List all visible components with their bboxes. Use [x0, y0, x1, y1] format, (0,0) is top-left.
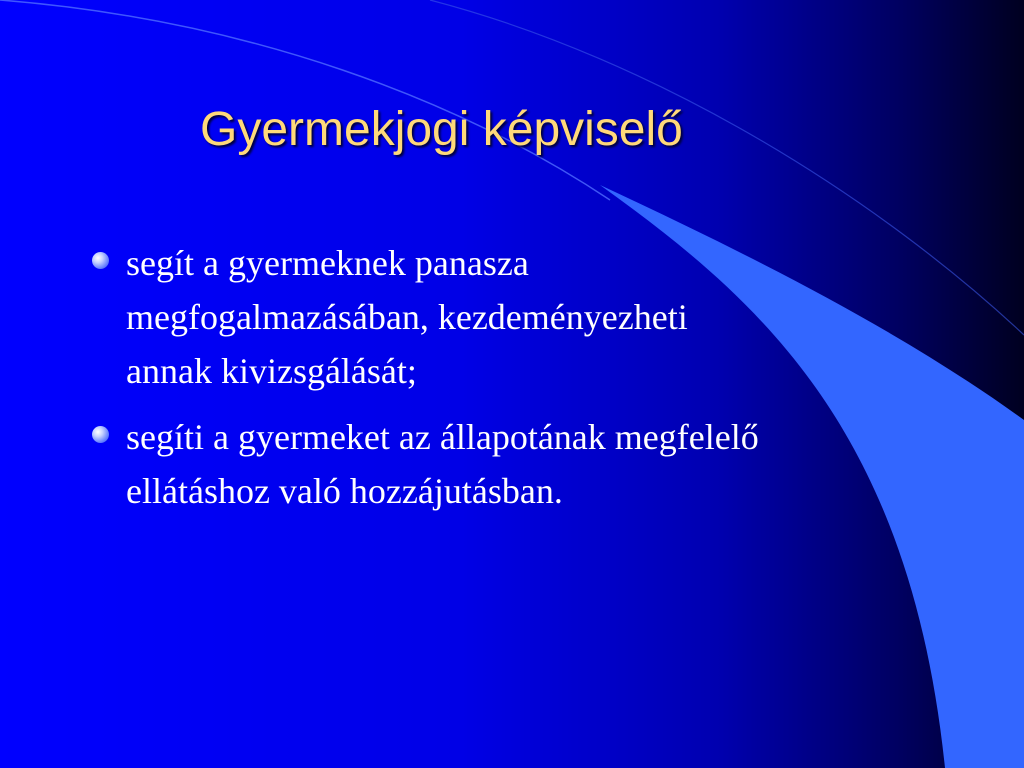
- bullet-line: annak kivizsgálását;: [126, 351, 417, 391]
- bullet-item: [90, 236, 950, 398]
- bullet-dot-icon: [92, 426, 109, 443]
- bullet-item: [90, 410, 950, 518]
- slide-title: Gyermekjogi képviselő: [200, 103, 683, 156]
- bullet-line: segíti a gyermeket az állapotának megfelelő: [126, 417, 759, 457]
- bullet-text: [126, 410, 950, 518]
- bullet-line: segít a gyermeknek panasza: [126, 243, 529, 283]
- bullet-dot-icon: [92, 252, 109, 269]
- bullet-list: [90, 236, 950, 530]
- bullet-line: megfogalmazásában, kezdeményezheti: [126, 297, 688, 337]
- bullet-line: ellátáshoz való hozzájutásban.: [126, 471, 563, 511]
- bullet-text: [126, 236, 950, 398]
